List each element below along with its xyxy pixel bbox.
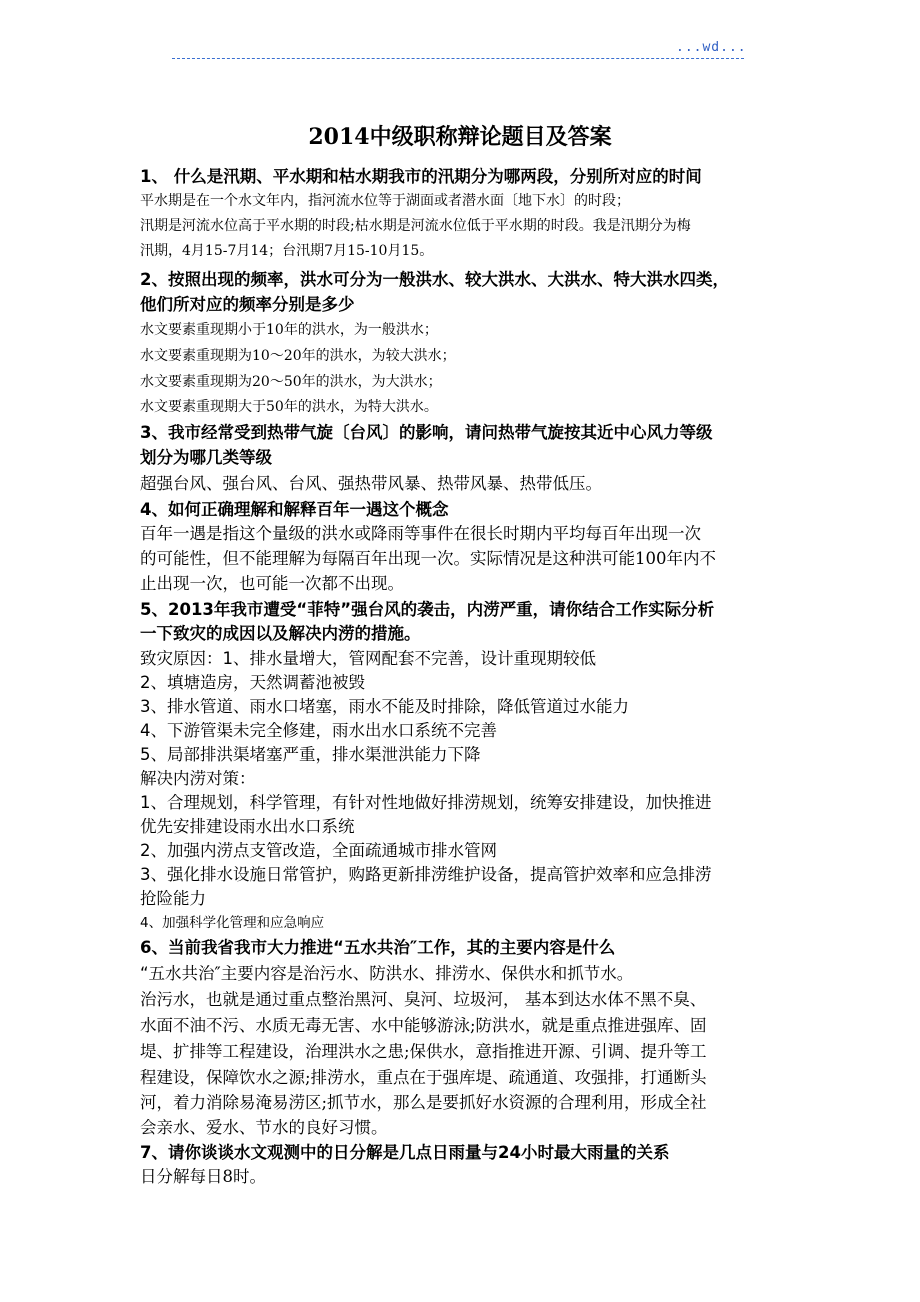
answer-line: 4、下游管渠未完全修建，雨水出水口系统不完善 — [140, 721, 497, 740]
header-mark: ...wd... — [676, 40, 747, 55]
document-title: 2014中级职称辩论题目及答案 — [308, 124, 612, 150]
answer-line: 5、局部排洪渠堵塞严重，排水渠泄洪能力下降 — [140, 745, 481, 764]
answer-line: 解决内涝对策： — [140, 769, 256, 788]
answer-line: 汛期是河流水位高于平水期的时段;枯水期是河流水位低于平水期的时段。我是汛期分为梅 — [140, 218, 691, 234]
question-heading: 划分为哪几类等级 — [140, 448, 272, 467]
header-divider — [172, 58, 744, 59]
answer-line: 水面不油不污、水质无毒无害、水中能够游泳;防洪水，就是重点推进强库、固 — [140, 1016, 707, 1035]
question-heading: 1、 什么是汛期、平水期和枯水期我市的汛期分为哪两段，分别所对应的时间 — [140, 167, 702, 186]
answer-line: 止出现一次，也可能一次都不出现。 — [140, 574, 404, 593]
answer-line: 致灾原因：1、排水量增大，管网配套不完善，设计重现期较低 — [140, 649, 596, 668]
question-heading: 2、按照出现的频率，洪水可分为一般洪水、较大洪水、大洪水、特大洪水四类， — [140, 270, 729, 289]
question-heading: 4、如何正确理解和解释百年一遇这个概念 — [140, 500, 449, 519]
answer-line: 4、加强科学化管理和应急响应 — [140, 915, 325, 931]
answer-line: 程建设，保障饮水之源;排涝水，重点在于强库堤、疏通道、攻强排，打通断头 — [140, 1068, 707, 1087]
answer-line: 会亲水、爱水、节水的良好习惯。 — [140, 1118, 388, 1137]
answer-line: 汛期，4月15-7月14；台汛期7月15-10月15。 — [140, 243, 434, 259]
answer-line: 1、合理规划，科学管理，有针对性地做好排涝规划，统筹安排建设，加快推进 — [140, 793, 712, 812]
answer-line: 的可能性，但不能理解为每隔百年出现一次。实际情况是这种洪可能100年内不 — [140, 549, 716, 568]
answer-line: 河，着力消除易淹易涝区;抓节水，那么是要抓好水资源的合理利用，形成全社 — [140, 1093, 707, 1112]
answer-line: 超强台风、强台风、台风、强热带风暴、热带风暴、热带低压。 — [140, 474, 602, 493]
answer-line: 水文要素重现期小于10年的洪水，为一般洪水； — [140, 322, 438, 338]
answer-line: 堤、扩排等工程建设，治理洪水之患;保供水，意指推进开源、引调、提升等工 — [140, 1042, 707, 1061]
answer-line: 平水期是在一个水文年内，指河流水位等于湖面或者潜水面〔地下水〕的时段； — [140, 193, 630, 209]
question-heading: 3、我市经常受到热带气旋〔台风〕的影响，请问热带气旋按其近中心风力等级 — [140, 423, 713, 442]
answer-line: 2、填塘造房，天然调蓄池被毁 — [140, 673, 365, 692]
answer-line: 抢险能力 — [140, 889, 206, 908]
answer-line: “五水共治″主要内容是治污水、防洪水、排涝水、保供水和抓节水。 — [140, 964, 634, 983]
question-heading: 7、请你谈谈水文观测中的日分解是几点日雨量与24小时最大雨量的关系 — [140, 1143, 670, 1162]
answer-line: 日分解每日8时。 — [140, 1167, 266, 1186]
answer-line: 水文要素重现期大于50年的洪水，为特大洪水。 — [140, 399, 438, 415]
answer-line: 百年一遇是指这个量级的洪水或降雨等事件在很长时期内平均每百年出现一次 — [140, 524, 701, 543]
answer-line: 优先安排建设雨水出水口系统 — [140, 817, 355, 836]
question-heading: 一下致灾的成因以及解决内涝的措施。 — [140, 624, 421, 643]
answer-line: 3、强化排水设施日常管护，购路更新排涝维护设备，提高管护效率和应急排涝 — [140, 865, 712, 884]
answer-line: 治污水，也就是通过重点整治黑河、臭河、垃圾河， 基本到达水体不黑不臭、 — [140, 990, 707, 1009]
answer-line: 水文要素重现期为10～20年的洪水，为较大洪水； — [140, 348, 456, 364]
question-heading: 5、2013年我市遭受“菲特”强台风的袭击，内涝严重，请你结合工作实际分析 — [140, 600, 715, 619]
question-heading: 6、当前我省我市大力推进“五水共治″工作，其的主要内容是什么 — [140, 938, 616, 957]
answer-line: 2、加强内涝点支管改造，全面疏通城市排水管网 — [140, 841, 497, 860]
question-heading: 他们所对应的频率分别是多少 — [140, 295, 355, 314]
answer-line: 水文要素重现期为20～50年的洪水，为大洪水； — [140, 374, 442, 390]
answer-line: 3、排水管道、雨水口堵塞，雨水不能及时排除，降低管道过水能力 — [140, 697, 629, 716]
